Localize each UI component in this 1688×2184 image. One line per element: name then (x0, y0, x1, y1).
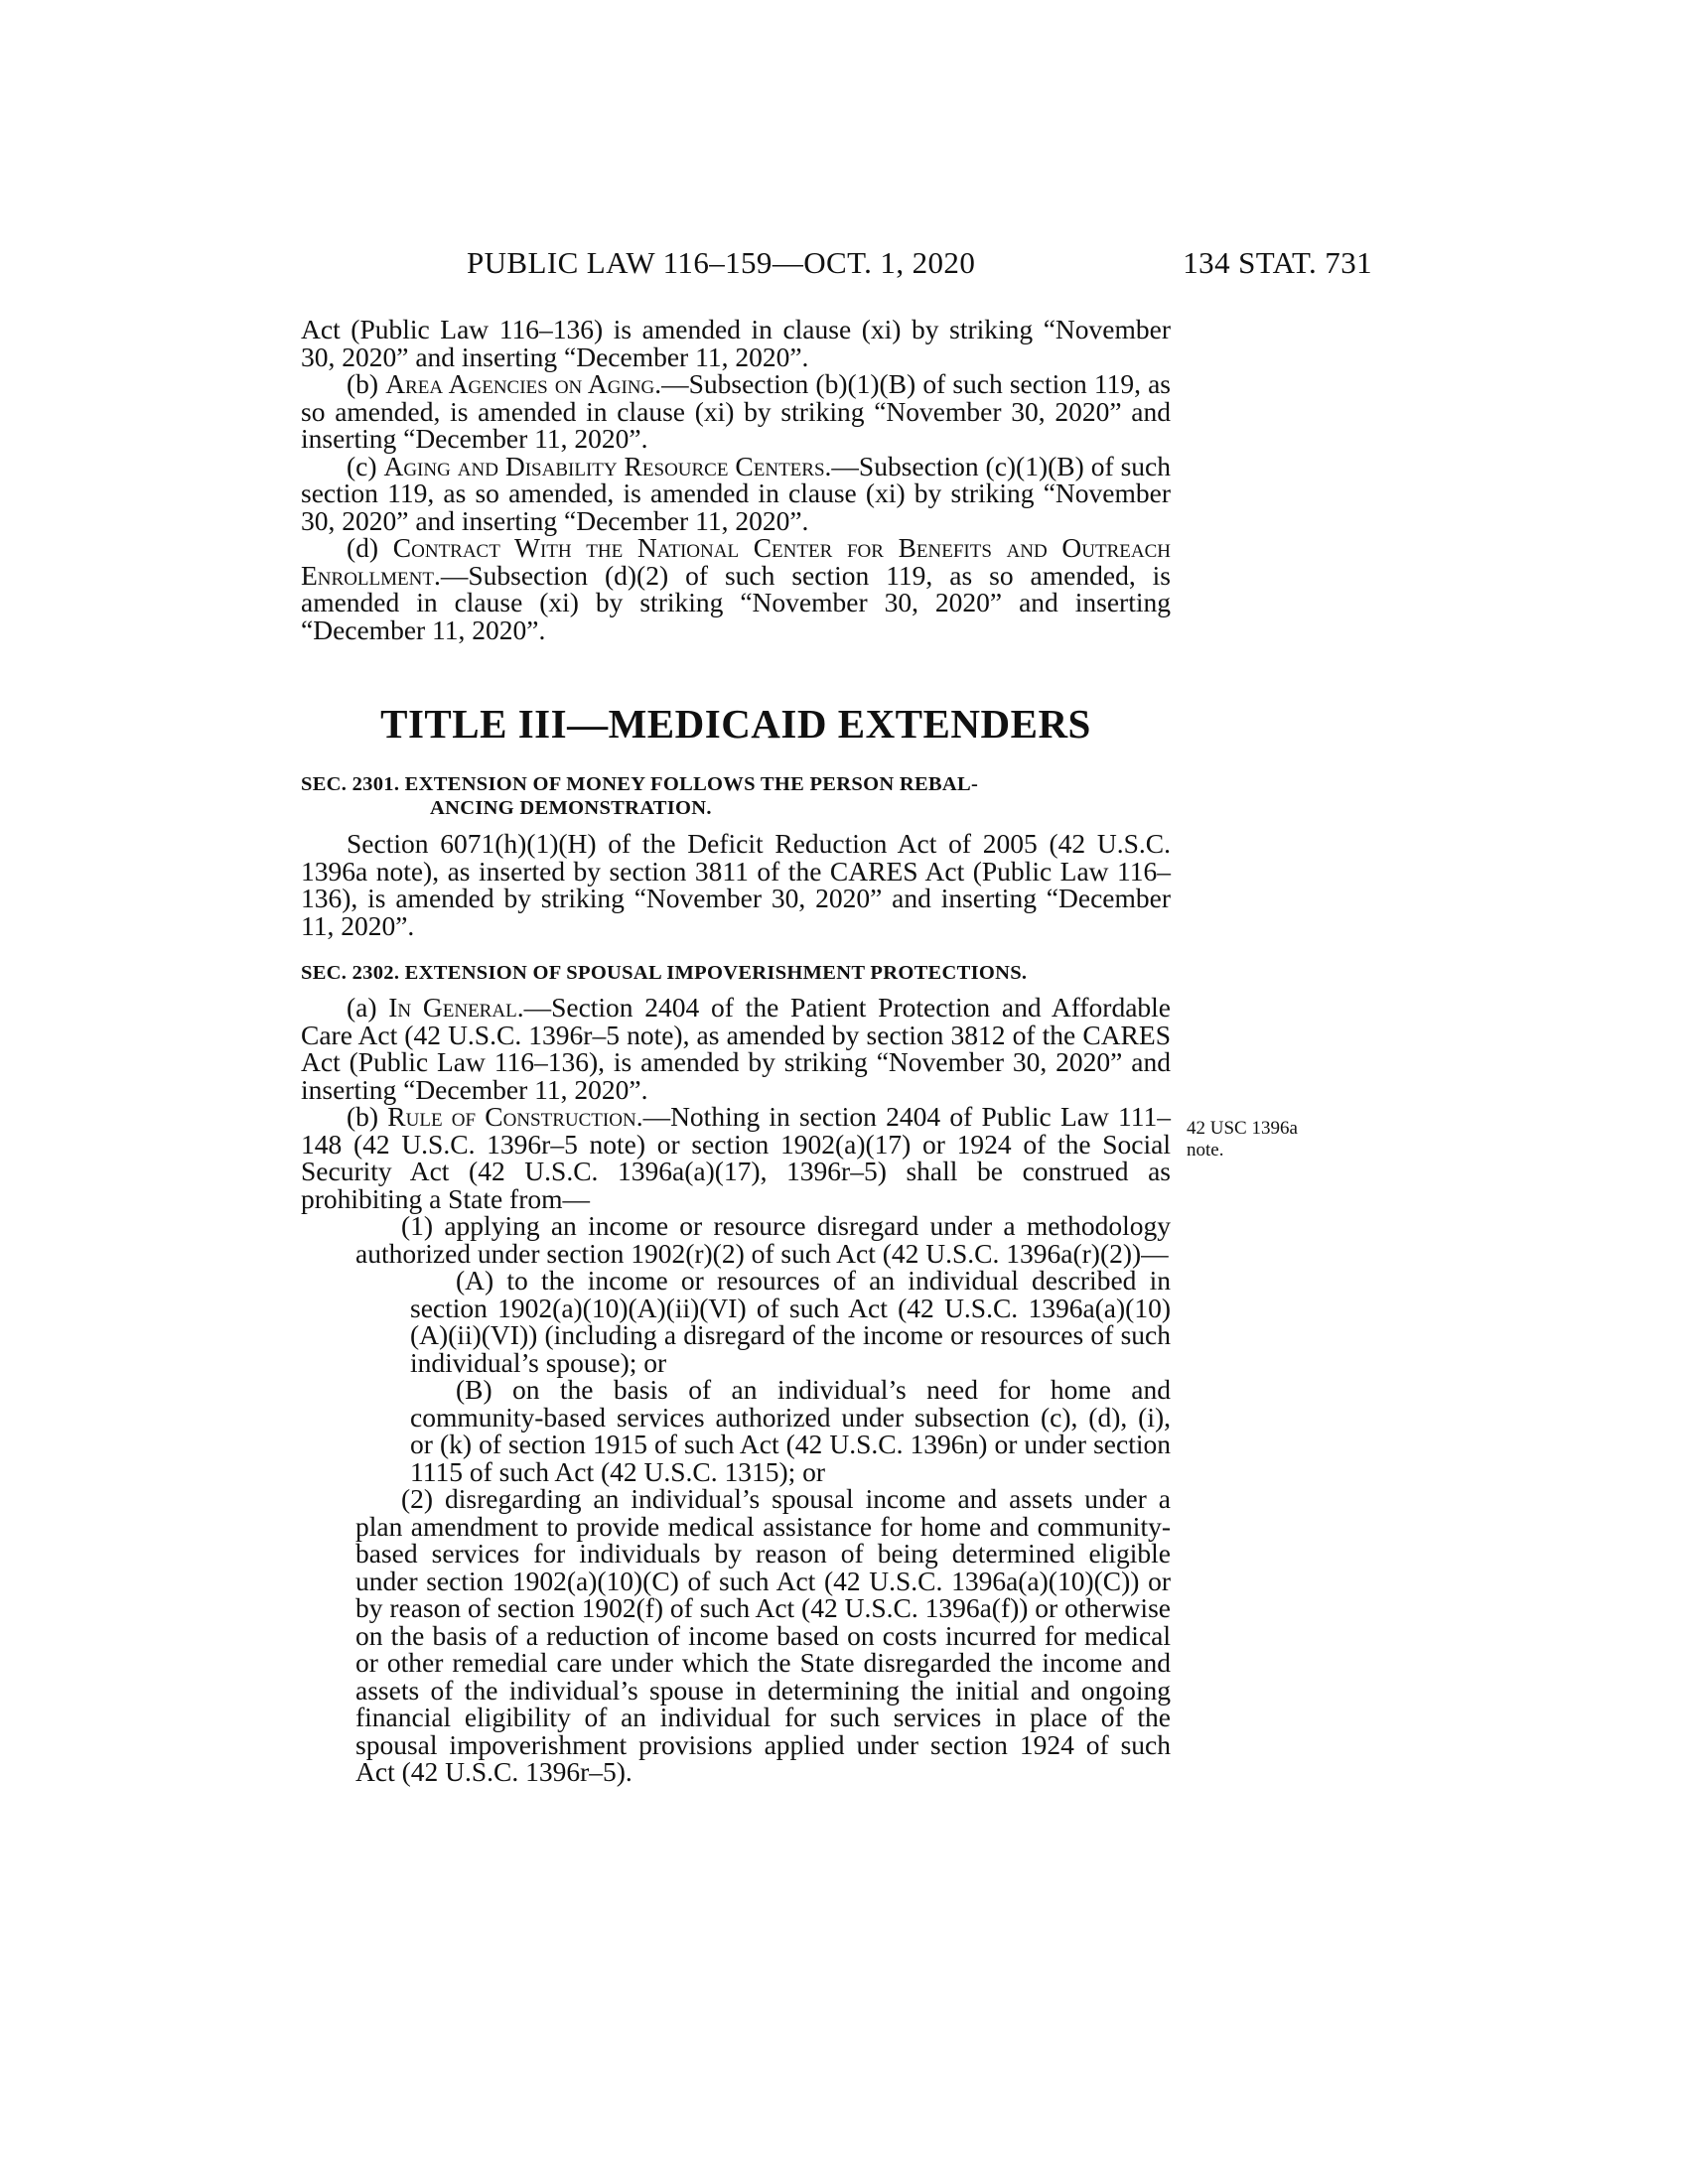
subsection-b-text: .—Subsection (b)(1)(B) of such section 119, as so amended, is amended in clause (xi) by striking “November 30, 2020” and inserting “December 11, 2020”. (301, 368, 1171, 454)
section-2302-b-label: (b) (347, 1101, 388, 1132)
subsection-d (301, 534, 1171, 643)
section-2302-a-label: (a) (347, 992, 389, 1023)
paragraph-1-text: (1) applying an income or resource disregard under a methodology authorized under section 1902(r)(2) of such Act (42 U.S.C. 1396a(r)(2))— (355, 1210, 1171, 1269)
section-2302-a-heading: In General (388, 992, 517, 1023)
subsection-c-heading: Aging and Disability Resource Centers (383, 450, 825, 481)
section-2302-subsection-a (301, 994, 1171, 1103)
subsection-c-text: .—Subsection (c)(1)(B) of such section 119, as so amended, is amended in clause (xi) by striking “November 30, 2020” and inserting “December 11, 2020”. (301, 450, 1171, 536)
subsection-c (301, 450, 1171, 536)
subparagraph-B: (B) on the basis of an individual’s need for home and community-based services authorized under subsection (c), (d), (i), or (k) of section 1915 of such Act (42 U.S.C. 1396n) or under section 1115 of such Act (42 U.S.C. 1315); or (410, 1374, 1171, 1487)
body-top (301, 316, 1171, 643)
section-2301-heading-line1: SEC. 2301. EXTENSION OF MONEY FOLLOWS THE PERSON REBAL- (301, 773, 979, 795)
margin-note-line1: 42 USC 1396a (1187, 1118, 1298, 1139)
running-title: PUBLIC LAW 116–159—OCT. 1, 2020 (467, 245, 976, 280)
subsection-b-label: (b) (347, 368, 386, 399)
margin-note-line2: note. (1187, 1140, 1224, 1160)
continued-paragraph: Act (Public Law 116–136) is amended in clause (xi) by striking “November 30, 2020” and inserting “December 11, 2020”. (301, 314, 1171, 372)
subsection-d-text: .—Subsection (d)(2) of such section 119, as so amended, is amended in clause (xi) by striking “November 30, 2020” and inserting “December 11, 2020”. (301, 559, 1171, 645)
paragraph-1 (301, 1212, 1171, 1267)
subsection-d-heading: Contract With the National Center for Benefits and Outreach Enrollment (301, 532, 1172, 591)
section-2302-subsection-b (301, 1103, 1171, 1212)
subsection-d-label: (d) (347, 532, 393, 563)
section-2302-a-text: .—Section 2404 of the Patient Protection and Affordable Care Act (42 U.S.C. 1396r–5 note), as amended by section 3812 of the CARES Act (Public Law 116–136), is amended by striking “November 30, 2020” and inserting “December 11, 2020”. (301, 992, 1171, 1105)
section-2302-b-text: .—Nothing in section 2404 of Public Law 111–148 (42 U.S.C. 1396r–5 note) or section 1902(a)(17) or 1924 of the Social Security Act (42 U.S.C. 1396a(a)(17), 1396r–5) shall be construed as prohibiting a State from— (301, 1101, 1171, 1214)
page-stat-number: 134 STAT. 731 (1183, 245, 1372, 280)
subsection-b (301, 370, 1171, 453)
subsection-b-heading: Area Agencies on Aging (385, 368, 655, 399)
section-2301 (301, 772, 1171, 939)
paragraph-2: (2) disregarding an individual’s spousal income and assets under a plan amendment to provide medical assistance for home and community-based services for individuals by reason of being determined eligible under section 1902(a)(10)(C) of such Act (42 U.S.C. 1396a(a)(10)(C)) or by reason of section 1902(f) of such Act (42 U.S.C. 1396a(f)) or otherwise on the basis of a reduction of income based on costs incurred for medical or other remedial care under which the State disregarded the income and assets of the individual’s spouse in determining the initial and ongoing financial eligibility of an individual for such services in place of the spousal impoverishment provisions applied under section 1924 of such Act (42 U.S.C. 1396r–5). (355, 1483, 1171, 1787)
section-2301-heading (301, 772, 1171, 820)
section-2301-text: Section 6071(h)(1)(H) of the Deficit Reduction Act of 2005 (42 U.S.C. 1396a note), as inserted by section 3811 of the CARES Act (Public Law 116–136), is amended by striking “November 30, 2020” and inserting “December 11, 2020”. (301, 828, 1171, 941)
section-2301-heading-line2: ANCING DEMONSTRATION. (430, 797, 712, 819)
margin-note (1187, 1118, 1298, 1161)
section-2302-b-heading: Rule of Construction (387, 1101, 636, 1132)
section-2302 (301, 961, 1171, 1786)
section-2302-heading: SEC. 2302. EXTENSION OF SPOUSAL IMPOVERISHMENT PROTECTIONS. (301, 962, 1028, 984)
subparagraph-A: (A) to the income or resources of an individual described in section 1902(a)(10)(A)(ii)(VI) of such Act (42 U.S.C. 1396a(a)(10)(A)(ii)(VI)) (including a disregard of the income or resources of such individual’s spouse); or (410, 1265, 1171, 1378)
title-heading: TITLE III—MEDICAID EXTENDERS (380, 701, 1091, 747)
subsection-c-label: (c) (347, 450, 384, 481)
page-header (467, 245, 1372, 285)
